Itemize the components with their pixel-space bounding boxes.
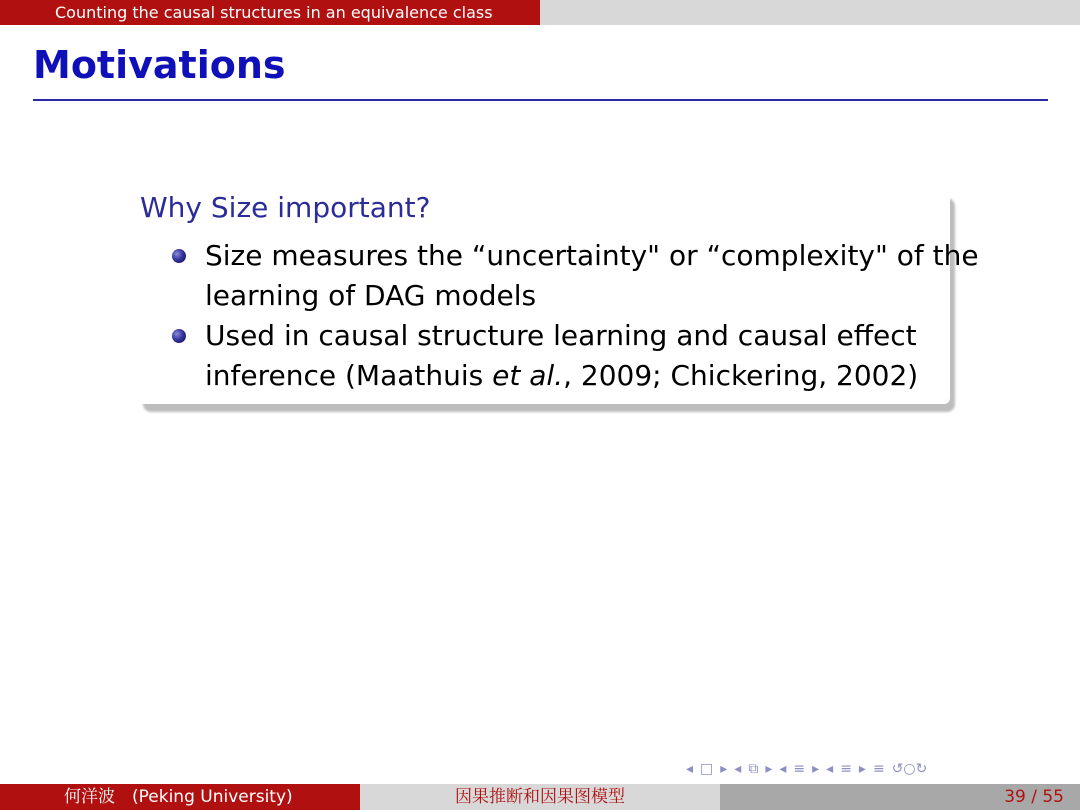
footer-bar	[0, 784, 1080, 810]
section-next-icon[interactable]: ▸	[812, 761, 820, 777]
list-item	[138, 316, 950, 396]
section-title[interactable]: Counting the causal structures in an equivalence class	[0, 0, 540, 25]
subsection-icon[interactable]: ⧉	[748, 761, 759, 777]
bullet-list	[138, 236, 979, 396]
bullet-text-line: Size measures the “uncertainty" or “complexity" of the	[205, 239, 979, 272]
footer-page-number: 39 / 55	[720, 784, 1080, 810]
content-block	[138, 190, 979, 406]
footer-talk-title[interactable]: 因果推断和因果图模型	[360, 784, 720, 810]
subsec2-icon[interactable]: ≡	[840, 761, 852, 777]
block-title: Why Size important?	[140, 191, 431, 224]
citation-text: , 2009; Chickering, 2002)	[563, 359, 919, 392]
subsec2-next-icon[interactable]: ▸	[858, 761, 866, 777]
outline-icon[interactable]: ≡	[872, 761, 885, 777]
list-item	[138, 236, 979, 316]
search-back-forward-icon[interactable]: ↺○↻	[891, 761, 928, 777]
section-prev-icon[interactable]: ◂	[779, 761, 787, 777]
subsection-prev-icon[interactable]: ◂	[734, 761, 742, 777]
ball-bullet-icon	[172, 329, 186, 343]
title-rule	[33, 99, 1048, 101]
section-icon[interactable]: ≡	[793, 761, 806, 777]
subsec2-prev-icon[interactable]: ◂	[826, 761, 834, 777]
frame-prev-icon[interactable]: ◂	[686, 761, 694, 777]
bullet-text-line: learning of DAG models	[205, 279, 537, 312]
frame-next-icon[interactable]: ▸	[720, 761, 728, 777]
citation-text: inference (Maathuis	[205, 359, 493, 392]
ball-bullet-icon	[172, 249, 186, 263]
frame-icon[interactable]: □	[700, 761, 714, 777]
bullet-text-line	[205, 356, 950, 396]
footer-author[interactable]: 何洋波 (Peking University)	[0, 784, 360, 810]
citation-et-al: et al.	[492, 359, 564, 392]
beamer-navigation	[686, 758, 927, 780]
frame-title: Motivations	[33, 43, 286, 87]
header-bar	[0, 0, 1080, 25]
subsection-next-icon[interactable]: ▸	[765, 761, 773, 777]
bullet-text-line: Used in causal structure learning and causal effect	[205, 319, 917, 352]
